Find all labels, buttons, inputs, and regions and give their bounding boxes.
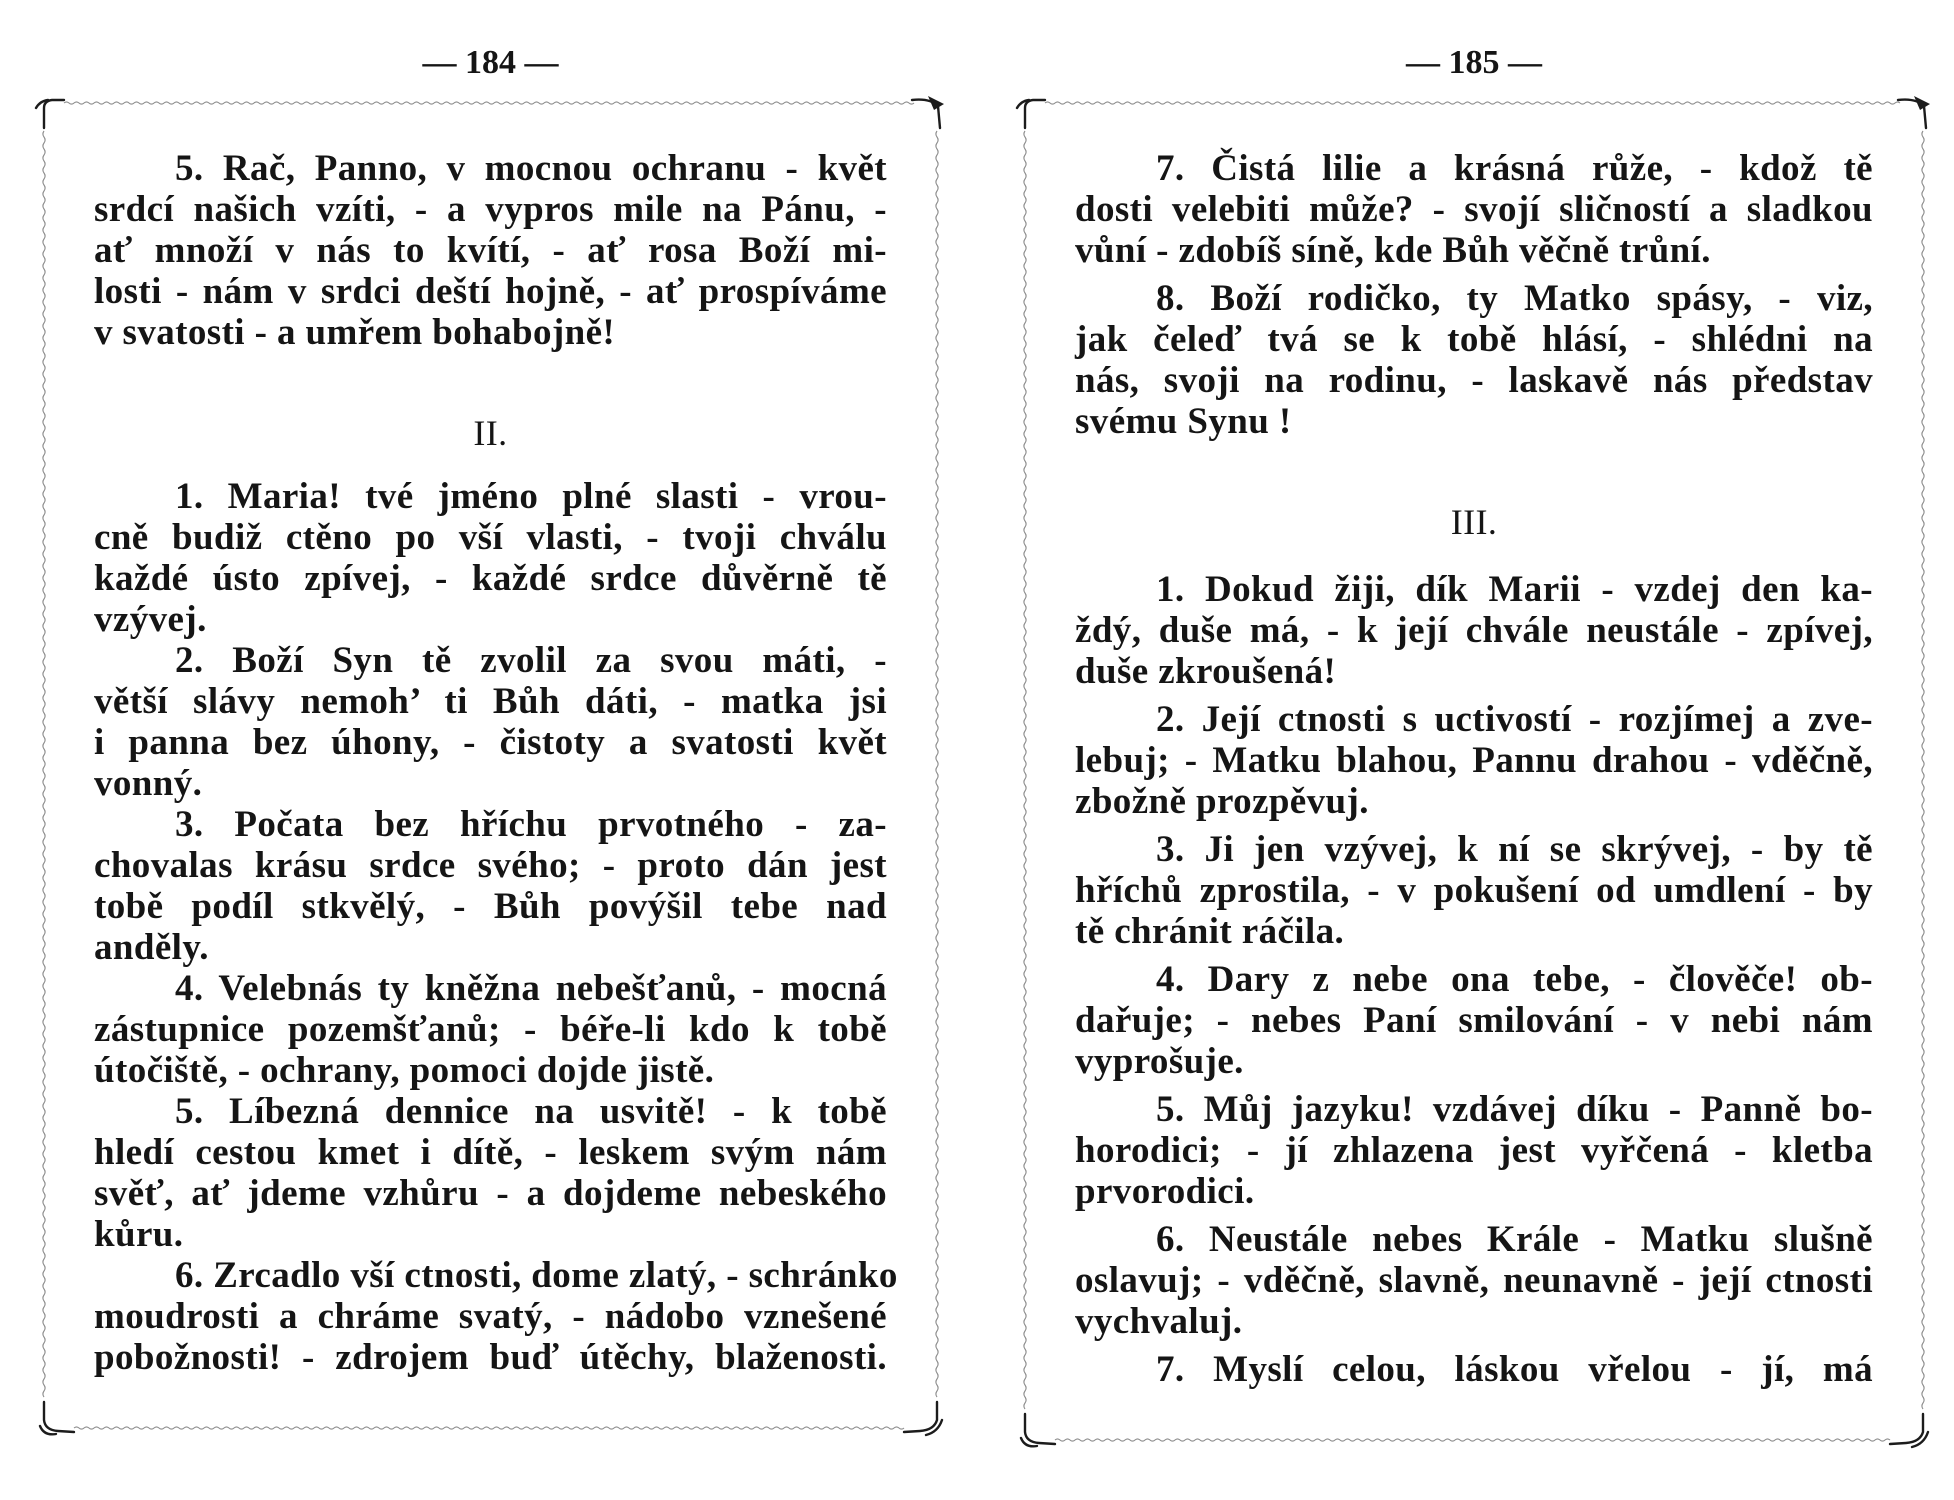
text-line: každé ústo zpívej, - každé srdce důvěrně tě: [94, 558, 887, 599]
text-line: vyprošuje.: [1075, 1041, 1244, 1082]
border-top-edge: [64, 102, 914, 104]
page-number: — 184 —: [422, 44, 559, 81]
text-line: dosti velebiti může? - svojí sličností a sladkou: [1075, 189, 1873, 230]
text-line: vůní - zdobíš síně, kde Bůh věčně trůní.: [1075, 230, 1711, 271]
text-line: lebuj; - Matku blahou, Pannu drahou - vděčně,: [1075, 740, 1873, 781]
border-bottom-edge: [1055, 1439, 1890, 1441]
corner-flourish-top-right-tip: [928, 96, 944, 110]
border-right-edge: [1922, 131, 1924, 1409]
hymn-stanza: [1075, 829, 1873, 952]
text-line: 3. Počata bez hříchu prvotného - za-: [175, 804, 887, 845]
text-line: vychvaluj.: [1075, 1301, 1243, 1342]
text-line: 6. Neustále nebes Krále - Matku slušně: [1156, 1219, 1873, 1260]
text-line: útočiště, - ochrany, pomoci dojde jistě.: [94, 1050, 715, 1091]
text-line: 7. Myslí celou, láskou vřelou - jí, má: [1156, 1349, 1873, 1390]
hymn-stanza: [1075, 1219, 1873, 1342]
hymn-stanza: [1075, 699, 1873, 822]
page-185-text: [1075, 148, 1873, 1390]
hymn-stanza: [94, 148, 887, 353]
hymn-stanza: [1075, 148, 1873, 271]
text-line: svěť, ať jdeme vzhůru - a dojdeme nebeského: [94, 1173, 887, 1214]
text-line: pobožnosti! - zdrojem buď útěchy, blaženosti.: [94, 1337, 887, 1378]
hymn-stanza: [1075, 1089, 1873, 1212]
text-line: tě chránit ráčila.: [1075, 911, 1345, 952]
text-line: svému Synu !: [1075, 401, 1292, 442]
section-heading: III.: [1450, 502, 1498, 542]
text-line: 4. Dary z nebe ona tebe, - člověče! ob-: [1156, 959, 1873, 1000]
text-line: 1. Dokud žiji, dík Marii - vzdej den ka-: [1156, 569, 1873, 610]
text-line: tobě podíl stkvělý, - Bůh povýšil tebe nad: [94, 886, 887, 927]
text-line: zástupnice pozemšťanů; - béře-li kdo k tobě: [94, 1009, 887, 1050]
text-line: losti - nám v srdci deští hojně, - ať prospíváme: [94, 271, 887, 312]
text-line: ždý, duše má, - k její chvále neustále - zpívej,: [1075, 610, 1873, 651]
hymn-stanza: [1075, 569, 1873, 692]
text-line: zbožně prozpěvuj.: [1075, 781, 1369, 822]
text-line: cně budiž ctěno po vší vlasti, - tvoji chválu: [94, 517, 887, 558]
text-line: 8. Boží rodičko, ty Matko spásy, - viz,: [1156, 278, 1873, 319]
text-line: horodici; - jí zhlazena jest vyřčená - kletba: [1075, 1130, 1873, 1171]
text-line: jak čeleď tvá se k tobě hlásí, - shlédni na: [1075, 319, 1873, 360]
text-line: 6. Zrcadlo vší ctnosti, dome zlatý, - schránko: [175, 1255, 898, 1296]
text-line: 1. Maria! tvé jméno plné slasti - vrou-: [175, 476, 887, 517]
text-line: kůru.: [94, 1214, 184, 1255]
text-line: moudrosti a chráme svatý, - nádobo vznešené: [94, 1296, 887, 1337]
text-line: ať množí v nás to kvítí, - ať rosa Boží mi-: [94, 230, 887, 271]
corner-flourish-bottom-right: [904, 1402, 942, 1435]
text-line: 2. Její ctnosti s uctivostí - rozjímej a zve-: [1156, 699, 1873, 740]
text-line: chovalas krásu srdce svého; - proto dán jest: [94, 845, 887, 886]
hymn-stanza: [94, 640, 887, 804]
hymn-stanza: [1075, 1349, 1873, 1390]
hymn-stanza: [1075, 959, 1873, 1082]
text-line: dařuje; - nebes Paní smilování - v nebi nám: [1075, 1000, 1873, 1041]
border-top-edge: [1045, 102, 1900, 104]
corner-flourish-bottom-left: [1021, 1414, 1055, 1446]
text-line: prvorodici.: [1075, 1171, 1255, 1212]
text-line: 5. Rač, Panno, v mocnou ochranu - květ: [175, 148, 887, 189]
border-left-edge: [1024, 131, 1026, 1409]
text-line: 2. Boží Syn tě zvolil za svou máti, -: [175, 640, 887, 681]
hymn-stanza: [1075, 278, 1873, 442]
text-line: 7. Čistá lilie a krásná růže, - kdož tě: [1156, 148, 1873, 189]
text-line: srdcí našich vzíti, - a vypros mile na Pánu, -: [94, 189, 887, 230]
page-number: — 185 —: [1406, 44, 1542, 81]
text-line: 4. Velebnás ty kněžna nebešťanů, - mocná: [175, 968, 887, 1009]
hymn-stanza: [94, 476, 887, 640]
page-184-text: [94, 148, 898, 1378]
text-line: 5. Můj jazyku! vzdávej díku - Panně bo-: [1156, 1089, 1873, 1130]
border-right-edge: [936, 131, 938, 1397]
text-line: i panna bez úhony, - čistoty a svatosti květ: [94, 722, 887, 763]
corner-flourish-bottom-right: [1890, 1414, 1928, 1447]
hymn-stanza: [94, 804, 887, 968]
hymn-stanza: [94, 1091, 887, 1255]
text-line: oslavuj; - vděčně, slavně, neunavně - její ctnosti: [1075, 1260, 1873, 1301]
text-line: duše zkroušená!: [1075, 651, 1337, 692]
corner-flourish-top-right-tip: [1914, 96, 1930, 110]
text-line: hledí cestou kmet i dítě, - leskem svým nám: [94, 1132, 887, 1173]
text-line: větší slávy nemoh’ ti Bůh dáti, - matka jsi: [94, 681, 887, 722]
border-bottom-edge: [74, 1427, 904, 1429]
text-line: anděly.: [94, 927, 209, 968]
text-line: 3. Ji jen vzývej, k ní se skrývej, - by tě: [1156, 829, 1873, 870]
text-line: v svatosti - a umřem bohabojně!: [94, 312, 616, 353]
text-line: vzývej.: [94, 599, 207, 640]
border-left-edge: [43, 131, 45, 1397]
section-heading: II.: [473, 413, 508, 453]
corner-flourish-top-left: [36, 100, 64, 128]
text-line: hříchů zprostila, - v pokušení od umdlení - by: [1075, 870, 1873, 911]
text-line: 5. Líbezná dennice na usvitě! - k tobě: [175, 1091, 887, 1132]
text-line: nás, svoji na rodinu, - laskavě nás představ: [1075, 360, 1873, 401]
hymn-stanza: [94, 1255, 898, 1378]
corner-flourish-top-left: [1017, 100, 1045, 128]
corner-flourish-bottom-left: [40, 1402, 74, 1434]
hymn-stanza: [94, 968, 887, 1091]
text-line: vonný.: [94, 763, 203, 804]
